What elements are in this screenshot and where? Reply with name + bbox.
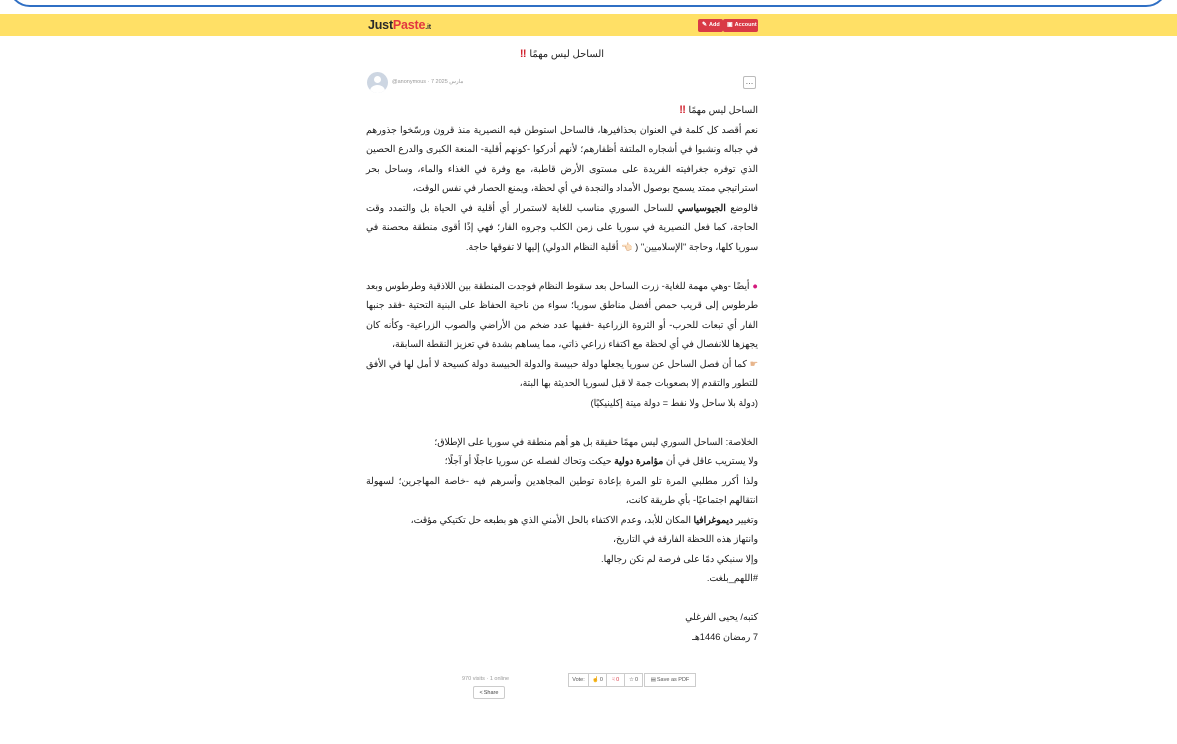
user-avatar-icon[interactable] [367, 72, 388, 93]
star-button[interactable] [624, 673, 643, 687]
thumb-down-icon: ☟ [611, 677, 616, 683]
article-heading [366, 101, 758, 121]
paragraph-1: نعم أقصد كل كلمة في العنوان بحذافيرها، فالساحل استوطن فيه النصيرية منذ قرون ورسّخوا جذورهم في جباله ونشبوا في أشجاره الملتفة أظفارهم؛ لأنهم أدركوا -كونهم أقلية- المنعة الكبرى والدرع الحصين الذي توفره جغرافيته الفريدة على مستوى الأرض قاطبة، مع وفرة في الغذاء والماء، وساحل بحر استراتيجي ممتد يسمح بوصول الأمداد والنجدة في أي لحظة، ويمنع الحصار في نفس الوقت، [366, 124, 758, 193]
paragraph-2 [366, 199, 758, 258]
double-exclamation-icon: ‼ [519, 48, 527, 60]
paragraph-2-pre: فالوضع [725, 202, 758, 213]
account-button-label: Account [734, 22, 757, 28]
window-frame [0, 0, 1177, 14]
thumb-up-icon: ☝ [592, 677, 599, 683]
dislike-count: 0 [616, 677, 620, 683]
signature-author: كتبه/ يحيى الفرغلي [685, 612, 758, 622]
summary-7: #اللهم_بلغت. [706, 573, 758, 583]
paragraph-2-post: للساحل السوري مناسب للغاية لاستمرار أي أقلية في الحياة بل والتمدد وقت الحاجة، كما فعل النصيرية في سوريا على زمن الكلب وجروه الفار؛ فهي إذًا أقوى منطقة محصنة في سوريا كلها، وحاجة "الإسلاميين" ( 👈🏻 أقلية النظام الدولي) إليها لا تفوقها حاجة. [366, 202, 758, 252]
pdf-icon: ▤ [650, 677, 656, 683]
share-icon: < [479, 689, 483, 696]
summary-2-bold: مؤامرة دولية [614, 456, 664, 466]
logo-accent: Paste [392, 18, 426, 32]
page-title [366, 46, 758, 63]
summary-3: ولذا أكرر مطلبي المرة تلو المرة بإعادة توطين المجاهدين وأسرهم فيه -خاصة المهاجرين؛ لسهولة انتقالهم اجتماعيًا- بأي طريقة كانت، [366, 475, 759, 505]
ellipsis-icon: ... [745, 77, 754, 86]
post-date: 7 مارس 2025 [430, 79, 464, 85]
paragraph-4-text: كما أن فصل الساحل عن سوريا يجعلها دولة حبيسة والدولة الحبيسة دولة كسيحة لا أمل لها في الأفق للتطور والتقدم إلا بصعوبات جمة لا قبل لسوريا الحديثة بها البتة، [366, 358, 758, 388]
paragraph-3-text: أيضًا -وهي مهمة للغاية- زرت الساحل بعد سقوط النظام فوجدت المنطقة بين اللاذقية وطرطوس وبعد طرطوس إلى قريب حمص أفضل مناطق سوريا؛ سواء من ناحية الحفاظ على البنية التحتية -فقد جنبها الفار أي تبعات للحرب- أو الثروة الزراعية -ففيها عدد ضخم من الأراضي والصوب الزراعية- وكأنه كان يجهزها للانفصال في أي لحظة مع اكتفاء زراعي ذاتي، مما يساهم بشدة في تعزيز النقطة السابقة، [366, 280, 758, 349]
author-name[interactable]: @anonymous [392, 79, 427, 85]
logo-main: Just [368, 18, 393, 32]
meta-separator: · [427, 79, 431, 85]
more-options-button[interactable] [743, 76, 756, 89]
vote-label [568, 673, 589, 687]
dislike-button[interactable] [606, 673, 625, 687]
page-title-text: الساحل ليس مهمًا [529, 49, 605, 60]
summary-4-pre: وتغيير [733, 514, 758, 525]
article-heading-text: الساحل ليس مهمًا [688, 105, 758, 115]
summary-5: وانتهاز هذه اللحظة الفارقة في التاريخ، [613, 534, 758, 544]
logo-tld: .it [425, 24, 431, 31]
share-button[interactable] [473, 686, 505, 699]
spacer [366, 413, 758, 433]
avatar-body [370, 85, 385, 93]
save-pdf-label: Save as PDF [656, 677, 690, 683]
visit-stats: 970 visits · 1 online [462, 676, 510, 682]
paragraph-3 [366, 277, 758, 355]
share-button-label: Share [483, 689, 499, 696]
summary-2-pre: ولا يستريب عاقل في أن [663, 456, 758, 466]
window-frame-curve [8, 0, 1168, 7]
paragraph-2-bold: الجيوسياسي [677, 202, 726, 213]
like-count: 0 [599, 677, 603, 683]
site-logo[interactable] [368, 18, 431, 35]
person-card-icon: ▣ [727, 22, 733, 28]
article-body [366, 101, 758, 647]
star-icon: ☆ [629, 677, 634, 683]
like-button[interactable] [588, 673, 607, 687]
summary-2-post: حيكت وتحاك لفصله عن سوريا عاجلًا أو آجلًا؛ [444, 456, 615, 466]
double-exclamation-icon: ‼ [679, 104, 686, 116]
spacer [366, 589, 758, 609]
summary-4-bold: ديموغرافيا [693, 514, 734, 525]
paragraph-4 [366, 355, 758, 394]
account-button[interactable] [723, 19, 758, 32]
summary-2 [366, 452, 758, 472]
summary-4-post: المكان للأبد، وعدم الاكتفاء بالحل الأمني الذي هو بطبعه حل تكتيكي مؤقت، [410, 514, 694, 525]
author-meta [392, 79, 463, 85]
vote-label-text: Vote: [572, 677, 585, 683]
summary-6: وإلا سنبكي دمًا على فرصة لم نكن رجالها. [601, 553, 758, 564]
summary-1: الخلاصة: الساحل السوري ليس مهمًا حقيقة بل هو أهم منطقة في سوريا على الإطلاق؛ [434, 436, 758, 447]
avatar-head [374, 76, 381, 83]
add-button[interactable] [698, 19, 723, 32]
top-bar [0, 14, 1177, 36]
pencil-icon: ✎ [702, 22, 708, 28]
vote-group [568, 673, 695, 687]
add-button-label: Add [709, 22, 720, 28]
summary-4 [366, 511, 758, 531]
pointing-hand-icon: ☛ [749, 358, 758, 369]
save-pdf-button[interactable] [644, 673, 696, 687]
spacer [366, 257, 758, 277]
signature-date: 7 رمضان 1446هـ [692, 631, 758, 642]
magenta-dot-icon: ● [752, 280, 758, 291]
paragraph-5: (دولة بلا ساحل ولا نفط = دولة ميتة إكلينيكيًا) [590, 397, 758, 408]
star-count: 0 [634, 677, 638, 683]
